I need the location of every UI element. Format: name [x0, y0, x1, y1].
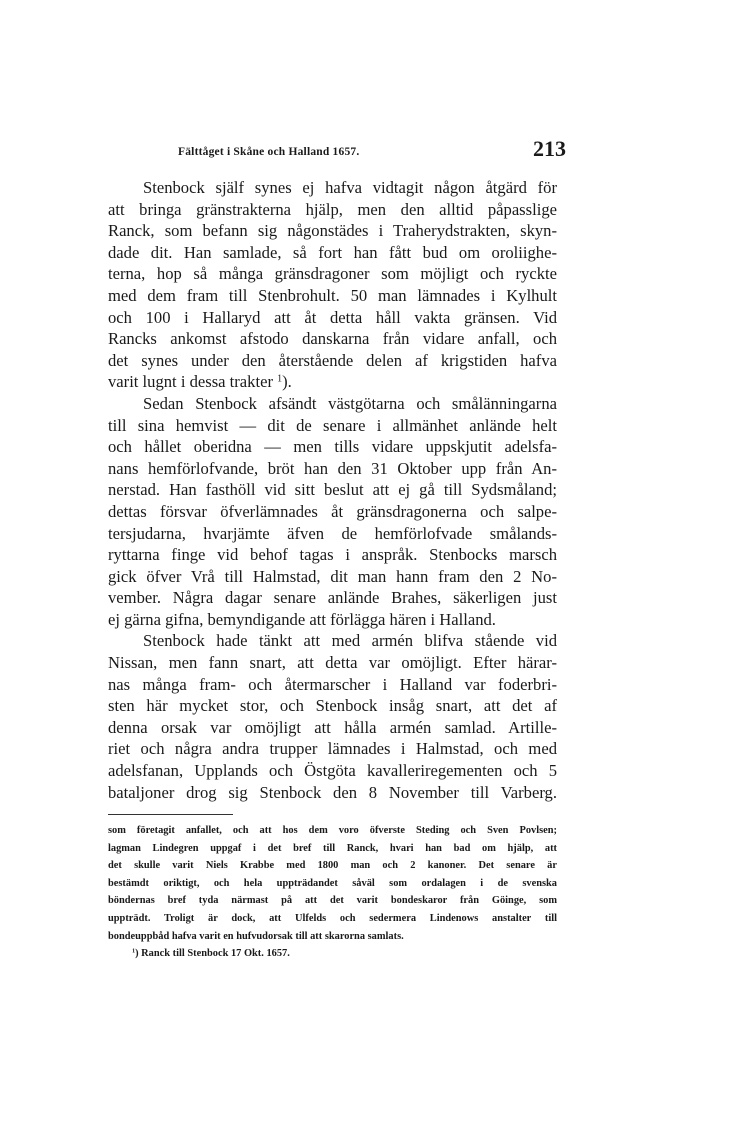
body-text [108, 177, 557, 803]
footnote-continuation-line: som företagit anfallet, och att hos dem voro öfverste Steding och Sven Povlsen; [108, 825, 557, 836]
page-header [108, 136, 566, 166]
paragraph-3-line: adelsfanan, Upplands och Östgöta kavalleriregementen och 5 [108, 761, 557, 781]
paragraph-3-line: Stenbock hade tänkt att med armén blifva stående vid [143, 631, 557, 651]
paragraph-3-line: denna orsak var omöjligt att hålla armén samlad. Artille- [108, 717, 557, 737]
footnote-divider [108, 814, 233, 815]
paragraph-1-line: det synes under den återstående delen af krigstiden hafva [108, 350, 557, 370]
paragraph-3-line: nas många fram- och återmarscher i Halland var foderbri- [108, 674, 557, 694]
paragraph-1-line: och 100 i Hallaryd att åt detta håll vakta gränsen. Vid [108, 307, 557, 327]
footnote-1-marker: 1 [132, 947, 136, 955]
footnote-continuation-line: lagman Lindegren uppgaf i det bref till Ranck, hvari han bad om hjälp, att [108, 842, 557, 854]
paragraph-2-line: tersjudarna, hvarjämte äfven de hemförlofvade smålands- [108, 523, 557, 543]
paragraph-2-line: till sina hemvist — dit de senare i allmänhet anlände helt [108, 415, 557, 435]
paragraph-1-line: Stenbock själf synes ej hafva vidtagit någon åtgärd för [143, 178, 557, 197]
paragraph-3-line: Nissan, men fann snart, att detta var omöjligt. Efter härar- [108, 653, 557, 673]
paragraph-2-line: nerstad. Han fasthöll vid sitt beslut att ej gå till Sydsmåland; [108, 480, 557, 500]
paragraph-2-line: ej gärna gifna, bemyndigande att förlägga hären i Halland. [108, 609, 496, 629]
footnote-1 [108, 945, 557, 963]
footnote-ref-1-close: ). [282, 372, 292, 392]
paragraph-3-line: bataljoner drog sig Stenbock den 8 November till Varberg. [108, 782, 557, 802]
footnotes [108, 822, 557, 963]
footnote-ref-1: 1 [277, 373, 283, 385]
footnote-1-text: ) Ranck till Stenbock 17 Okt. 1657. [135, 948, 290, 960]
paragraph-2-line: dettas försvar öfverlämnades åt gränsdragonerna och salpe- [108, 501, 557, 521]
paragraph-2-line: vember. Några dagar senare anlände Brahes, säkerligen just [108, 588, 557, 608]
paragraph-2-line: Sedan Stenbock afsändt västgötarna och smålänningarna [143, 393, 557, 413]
paragraph-1-last-line [108, 371, 557, 393]
paragraph-1-last-text: varit lugnt i dessa trakter [108, 372, 273, 392]
running-title: Fälttåget i Skåne och Halland 1657. [178, 146, 360, 158]
paragraph-2-line: och hållet oberidna — men tills vidare uppskjutit adelsfa- [108, 437, 557, 457]
footnote-continuation-line: uppträdt. Troligt är dock, att Ulfelds och sedermera Lindenows anstalter till [108, 912, 557, 924]
paragraph-1-line: Ranck, som befann sig någonstädes i Traherydstrakten, skyn- [108, 221, 557, 241]
footnote-continuation-line: bestämdt oriktigt, och hela uppträdandet såväl som ordalagen i de svenska [108, 877, 557, 889]
footnote-continuation-line: bondeuppbåd hafva varit en hufvudorsak till att skarorna samlats. [108, 930, 404, 942]
footnote-continuation-line: det skulle varit Niels Krabbe med 1800 man och 2 kanoner. Det senare är [108, 860, 557, 872]
paragraph-3-line: riet och några andra trupper lämnades i Halmstad, och med [108, 739, 557, 759]
paragraph-2-line: ryttarna finge vid behof tagas i anspråk. Stenbocks marsch [108, 545, 557, 565]
footnote-continuation-line: böndernas bref tyda närmast på att det varit bondeskaror från Göinge, som [108, 895, 557, 907]
page-number: 213 [533, 136, 566, 161]
paragraph-2-line: nans hemförlofvande, bröt han den 31 Oktober upp från An- [108, 458, 557, 478]
paragraph-1-line: att bringa gränstrakterna hjälp, men den alltid påpasslige [108, 199, 557, 219]
paragraph-1-line: med dem fram till Stenbrohult. 50 man lämnades i Kylhult [108, 285, 557, 305]
paragraph-1-line: Rancks ankomst afstodo danskarna från vidare anfall, och [108, 329, 557, 349]
paragraph-2-line: gick öfver Vrå till Halmstad, dit man hann fram den 2 No- [108, 566, 557, 586]
paragraph-1-line: terna, hop så många gränsdragoner som möjligt och ryckte [108, 264, 557, 284]
paragraph-1-line: dade dit. Han samlade, så fort han fått bud om oroliighe- [108, 242, 557, 262]
paragraph-3-line: sten här mycket stor, och Stenbock insåg snart, att det af [108, 696, 557, 716]
